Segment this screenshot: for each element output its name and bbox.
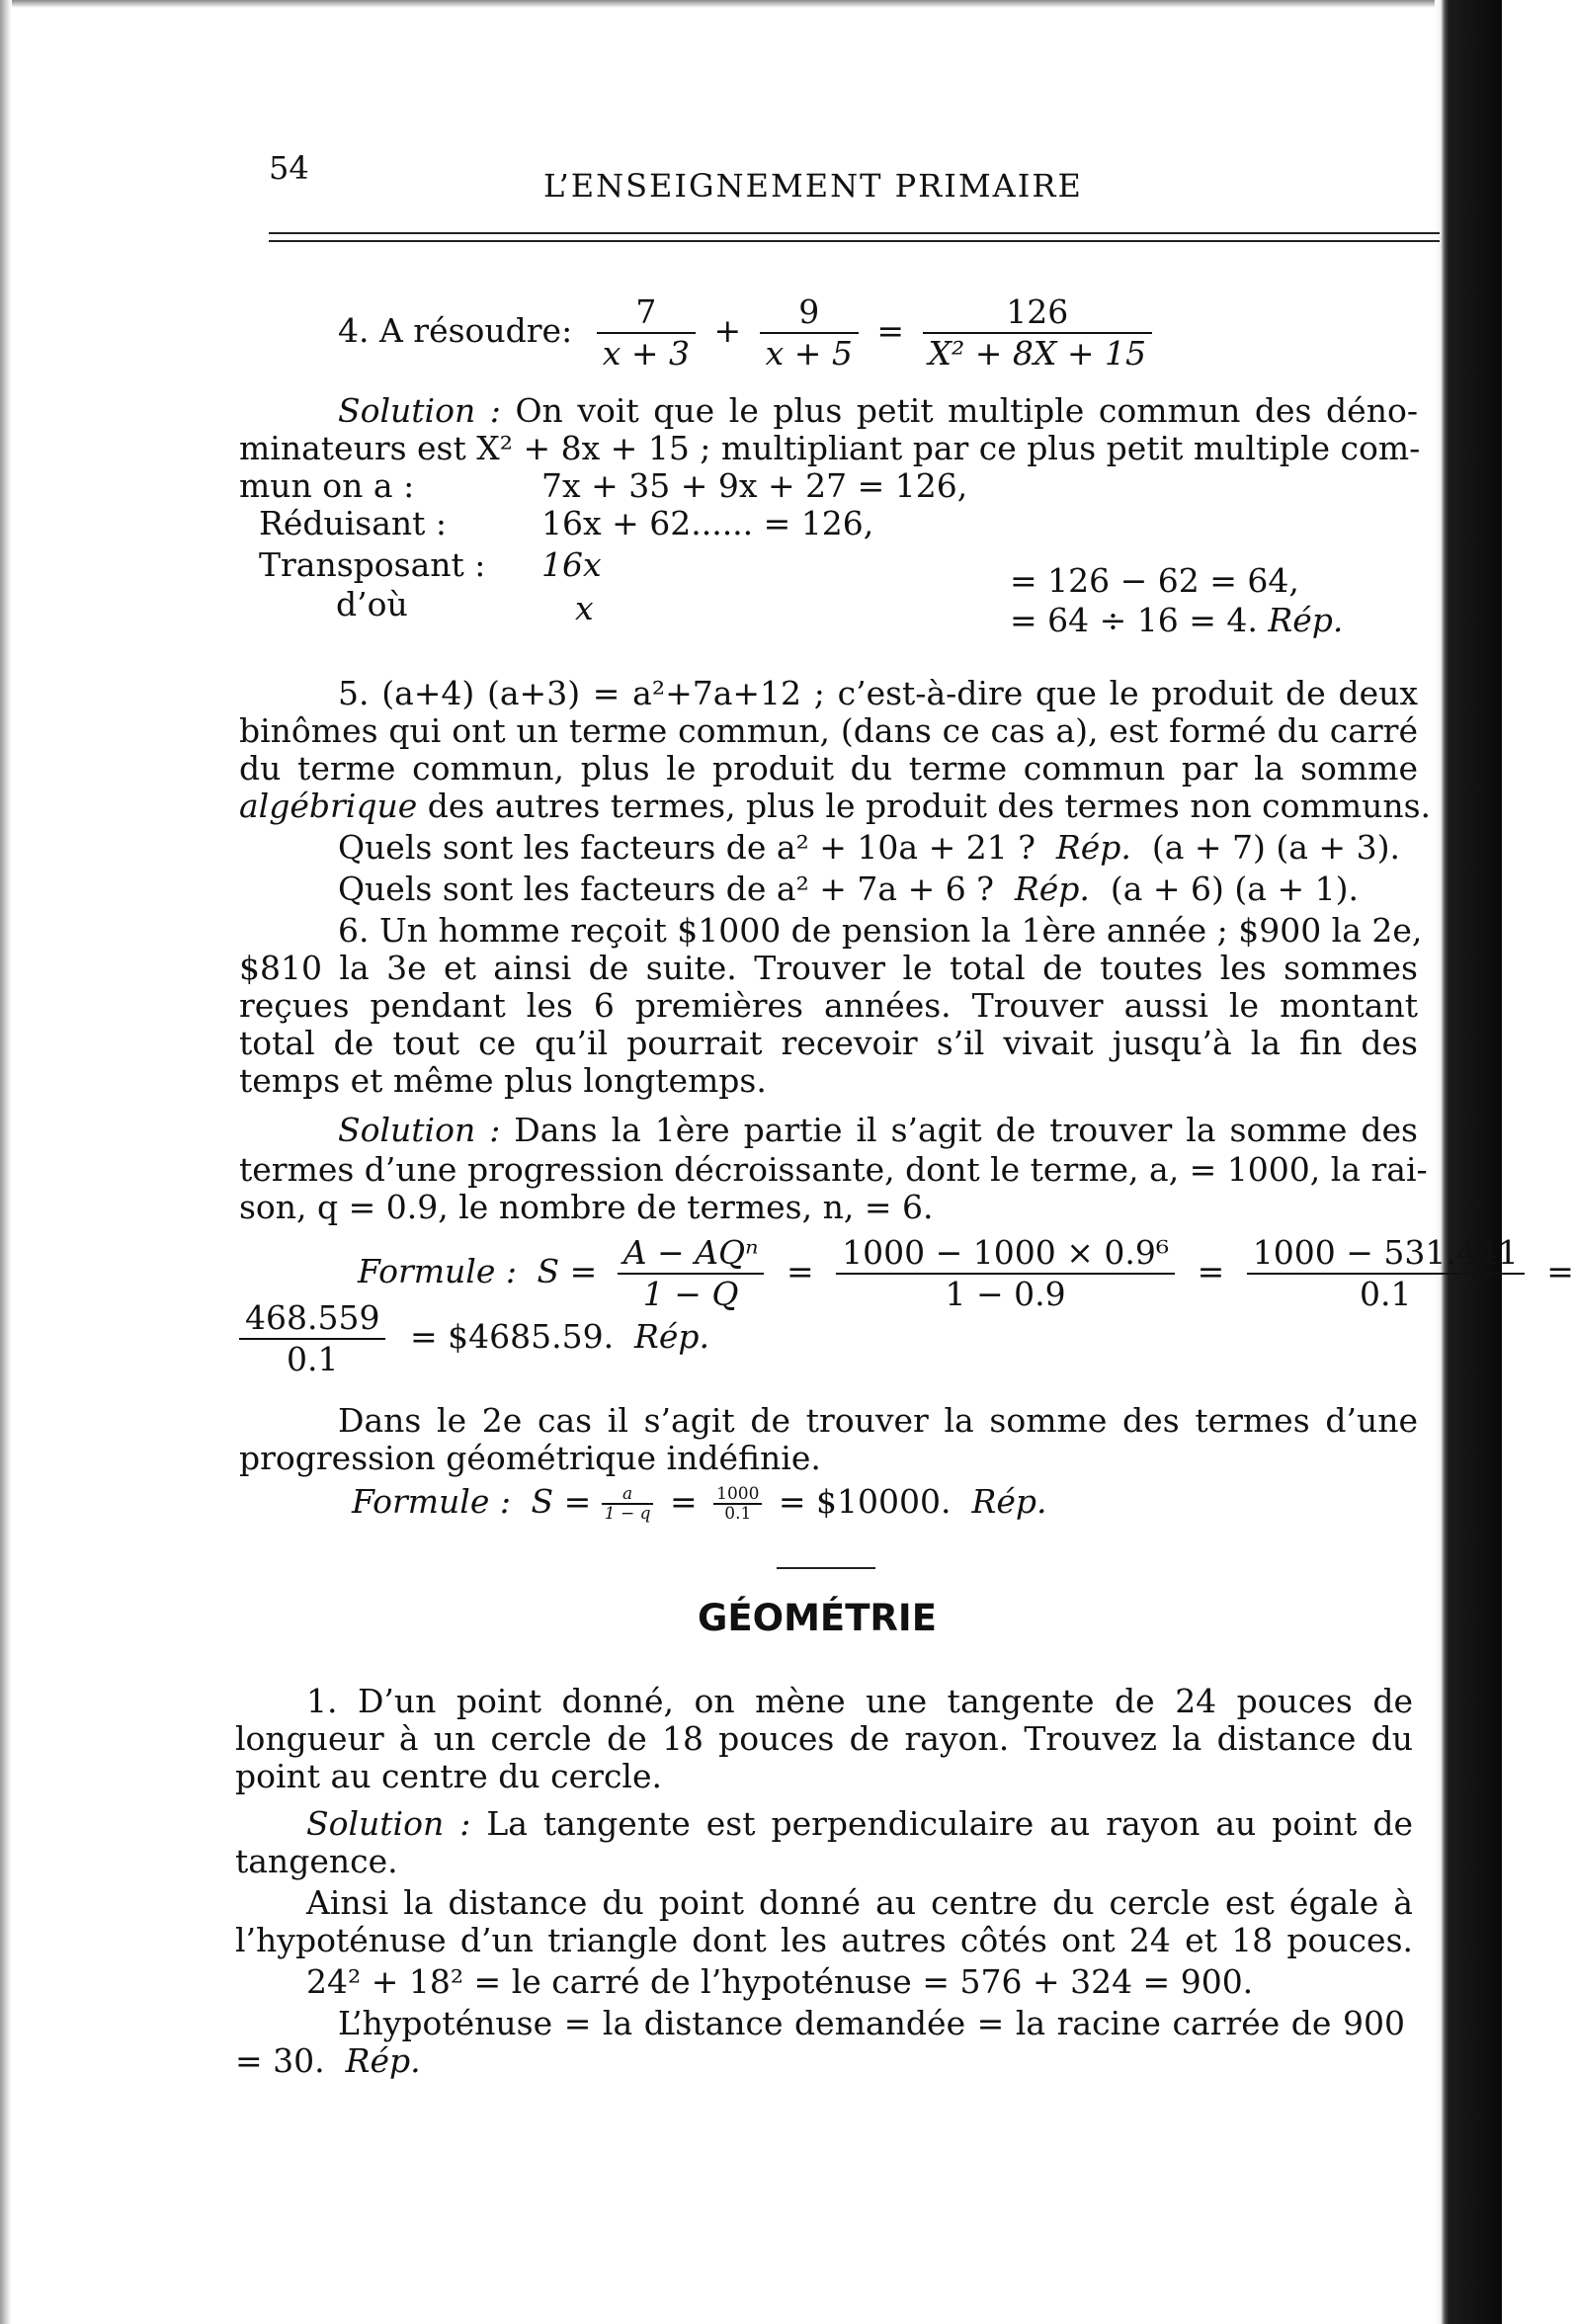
p4-line-5a: Transposant :: [259, 545, 486, 584]
geo-line-a3: 24² + 18² = le carré de l’hypoténuse = 576 + 324 = 900.: [306, 1962, 1254, 2001]
geo-line-a2: l’hypoténuse d’un triangle dont les autres côtés ont 24 et 18 pouces.: [235, 1921, 1413, 1959]
p4-line-6b: x: [575, 589, 594, 627]
geo-line-1: 1. D’un point donné, on mène une tangente de 24 pouces de: [306, 1682, 1413, 1720]
p6-solution-line-2: termes d’une progression décroissante, dont le terme, a, = 1000, la rai-: [239, 1150, 1428, 1189]
p4-fraction-1: $\frac{7}{x + 3}$: [597, 294, 696, 372]
formula-fraction-c: $\frac{1000 - 531.441}{0.1}$: [1247, 1235, 1525, 1312]
p6-line-4: total de tout ce qu’il pourrait recevoir s’il vivait jusqu’à la fin des: [239, 1024, 1418, 1062]
p6-solution-line-3: son, q = 0.9, le nombre de termes, n, = 6.: [239, 1188, 934, 1226]
p5-line-4: algébrique des autres termes, plus le produit des termes non communs.: [239, 787, 1432, 825]
p5-question-2: Quels sont les facteurs de a² + 7a + 6 ? Rép. (a + 6) (a + 1).: [338, 870, 1359, 908]
formula-fraction-b: $\frac{\text{1000 − 1000 × 0.9⁶}}{1 - 0.9}$: [836, 1235, 1175, 1312]
p4-fraction-3: $\frac{126}{\text{X² + 8X + 15}}$: [923, 294, 1152, 372]
p6-line-2: $810 la 3e et ainsi de suite. Trouver le total de toutes les sommes: [239, 949, 1418, 987]
p5-line-1: 5. (a+4) (a+3) = a²+7a+12 ; c’est-à-dire que le produit de deux: [338, 674, 1418, 712]
page-right-edge: [1435, 0, 1502, 2324]
p4-line-6a: d’où: [336, 585, 408, 623]
page-number: 54: [269, 149, 309, 187]
formula-fraction-d: $\frac{468.559}{0.1}$: [239, 1300, 385, 1377]
p4-solution-line-1: Solution : On voit que le plus petit multiple commun des déno-: [338, 391, 1418, 430]
p4-line-5c: = 126 − 62 = 64,: [1010, 561, 1299, 600]
geo-line-a5: = 30. Rép.: [235, 2041, 421, 2080]
geo-solution-line-2: tangence.: [235, 1842, 398, 1880]
running-title: L’ENSEIGNEMENT PRIMAIRE: [543, 167, 1083, 205]
p4-line-4a: Réduisant :: [259, 504, 448, 542]
p6-line-1: 6. Un homme reçoit $1000 de pension la 1ère année ; $900 la 2e,: [338, 911, 1423, 950]
geo-line-a1: Ainsi la distance du point donné au centre du cercle est égale à: [306, 1883, 1413, 1922]
p4-fraction-2: $\frac{9}{x + 5}$: [760, 294, 859, 372]
p6-case2-line-2: progression géométrique indéfinie.: [239, 1439, 821, 1477]
geo-line-3: point au centre du cercle.: [235, 1757, 662, 1795]
formula2-fraction-b: $\frac{1000}{0.1}$: [713, 1485, 762, 1523]
p4-line-3a: mun on a :: [239, 466, 415, 505]
p6-formula-2: Formule : S = $\frac{a}{1 - q}$ = $\frac{1000}{0.1}$ = $10000. Rép.: [352, 1482, 1047, 1524]
geo-line-a4: L’hypoténuse = la distance demandée = la racine carrée de 900: [338, 2004, 1405, 2042]
p5-line-3: du terme commun, plus le produit du terme commun par la somme: [239, 749, 1418, 788]
p6-solution-line-1: Solution : Dans la 1ère partie il s’agit de trouver la somme des: [338, 1111, 1418, 1149]
header-rule-2: [269, 240, 1440, 242]
p5-line-2: binômes qui ont un terme commun, (dans ce cas a), est formé du carré: [239, 711, 1418, 750]
p5-question-1: Quels sont les facteurs de a² + 10a + 21 ? Rép. (a + 7) (a + 3).: [338, 828, 1400, 867]
formula2-fraction-a: $\frac{a}{1 - q}$: [602, 1485, 654, 1523]
section-heading: GÉOMÉTRIE: [698, 1597, 937, 1639]
p6-formula: Formule : S = $\frac{\text{A − AQⁿ}}{1 - Q}$ = $\frac{\text{1000 − 1000 × 0.9⁶}}{1 - 0.9}$ = $\frac{1000 - 531.441}{0.1}$ =: [358, 1233, 1574, 1313]
section-divider: [777, 1567, 875, 1569]
header-rule-1: [269, 232, 1440, 234]
p4-label: 4. A résoudre:: [338, 311, 573, 350]
p4-line-4b: 16x + 62...... = 126,: [541, 504, 874, 542]
p4-line-2: minateurs est X² + 8x + 15 ; multipliant par ce plus petit multiple com-: [239, 429, 1421, 467]
p4-line-6c: = 64 ÷ 16 = 4. Rép.: [1010, 601, 1344, 639]
p6-result: $\frac{468.559}{0.1}$ = $4685.59. Rép.: [239, 1300, 709, 1377]
p6-line-3: reçues pendant les 6 premières années. Trouver aussi le montant: [239, 986, 1418, 1025]
geo-line-2: longueur à un cercle de 18 pouces de rayon. Trouvez la distance du: [235, 1719, 1413, 1758]
p6-case2-line-1: Dans le 2e cas il s’agit de trouver la somme des termes d’une: [338, 1401, 1418, 1440]
geo-solution-line-1: Solution : La tangente est perpendiculaire au rayon au point de: [306, 1804, 1413, 1843]
p6-line-5: temps et même plus longtemps.: [239, 1061, 767, 1100]
p4-line-3b: 7x + 35 + 9x + 27 = 126,: [541, 466, 968, 505]
formula-fraction-a: $\frac{\text{A − AQⁿ}}{1 - Q}$: [618, 1235, 765, 1312]
p4-equation: 4. A résoudre: $\frac{7}{x + 3}$ + $\frac{9}{x + 5}$ = $\frac{126}{\text{X² + 8X + 15}}$: [338, 294, 1152, 372]
p4-line-5b: 16x: [541, 545, 602, 584]
